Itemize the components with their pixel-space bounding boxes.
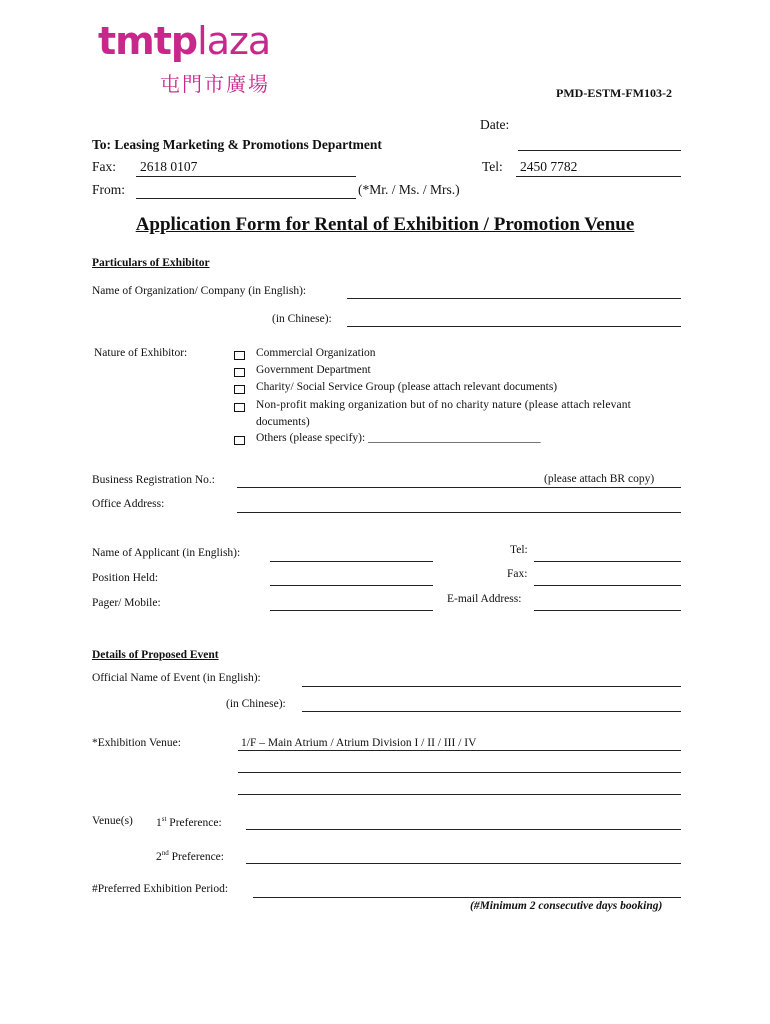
venue-field-2[interactable] xyxy=(238,772,681,773)
tel-line xyxy=(516,176,681,177)
org-name-chinese-label: (in Chinese): xyxy=(272,313,332,325)
office-address-label: Office Address: xyxy=(92,498,165,510)
email-label: E-mail Address: xyxy=(447,593,522,605)
tel-value: 2450 7782 xyxy=(520,159,578,174)
pref2-field[interactable] xyxy=(246,863,681,864)
from-field[interactable] xyxy=(136,198,356,199)
applicant-fax-label: Fax: xyxy=(507,568,528,580)
form-title: Application Form for Rental of Exhibition / Promotion Venue xyxy=(135,214,635,235)
venue-label: *Exhibition Venue: xyxy=(92,737,181,749)
org-name-english-field[interactable] xyxy=(347,298,681,299)
logo xyxy=(98,20,270,62)
nature-label: Nature of Exhibitor: xyxy=(94,347,188,359)
pager-label: Pager/ Mobile: xyxy=(92,597,161,609)
br-field[interactable] xyxy=(237,487,681,488)
particulars-heading: Particulars of Exhibitor xyxy=(92,257,210,269)
period-label: #Preferred Exhibition Period: xyxy=(92,883,229,895)
official-name-chinese-field[interactable] xyxy=(302,711,681,712)
checkbox-nonprofit[interactable] xyxy=(234,403,245,412)
logo-text-light: laza xyxy=(197,19,271,63)
applicant-tel-label: Tel: xyxy=(510,544,528,556)
option-commercial: Commercial Organization xyxy=(256,347,376,359)
option-nonprofit-cont: documents) xyxy=(256,416,310,428)
fax-value: 2618 0107 xyxy=(140,159,198,174)
period-note: (#Minimum 2 consecutive days booking) xyxy=(470,900,663,912)
pref1-field[interactable] xyxy=(246,829,681,830)
logo-chinese: 屯門市廣場 xyxy=(160,72,270,96)
venues-label: Venue(s) xyxy=(92,815,133,827)
tel-label: Tel: xyxy=(482,159,503,174)
email-field[interactable] xyxy=(534,610,681,611)
applicant-tel-field[interactable] xyxy=(534,561,681,562)
applicant-field[interactable] xyxy=(270,561,433,562)
checkbox-others[interactable] xyxy=(234,436,245,445)
official-name-label: Official Name of Event (in English): xyxy=(92,672,261,684)
official-name-chinese-label: (in Chinese): xyxy=(226,698,286,710)
br-note: (please attach BR copy) xyxy=(544,473,655,485)
date-label: Date: xyxy=(480,117,510,132)
pref1-label: 1st Preference: xyxy=(156,815,222,829)
org-name-chinese-field[interactable] xyxy=(347,326,681,327)
option-government: Government Department xyxy=(256,364,371,376)
pref2-label: 2nd Preference: xyxy=(156,849,224,863)
event-heading: Details of Proposed Event xyxy=(92,649,219,661)
br-label: Business Registration No.: xyxy=(92,474,215,486)
salutation: (*Mr. / Ms. / Mrs.) xyxy=(358,182,460,197)
venue-value: 1/F – Main Atrium / Atrium Division I / II / III / IV xyxy=(241,737,477,749)
form-code: PMD-ESTM-FM103-2 xyxy=(556,86,672,100)
period-field[interactable] xyxy=(253,897,681,898)
option-others: Others (please specify): ______________________________ xyxy=(256,432,541,444)
option-nonprofit: Non-profit making organization but of no charity nature (please attach relevant xyxy=(256,399,632,411)
venue-field[interactable] xyxy=(238,750,681,751)
date-field[interactable] xyxy=(518,150,681,151)
position-label: Position Held: xyxy=(92,572,159,584)
logo-text-bold: tmtp xyxy=(98,19,198,63)
office-address-field[interactable] xyxy=(237,512,681,513)
from-label: From: xyxy=(92,182,126,197)
official-name-english-field[interactable] xyxy=(302,686,681,687)
applicant-fax-field[interactable] xyxy=(534,585,681,586)
option-charity: Charity/ Social Service Group (please attach relevant documents) xyxy=(256,381,558,393)
venue-field-3[interactable] xyxy=(238,794,681,795)
org-name-label: Name of Organization/ Company (in English): xyxy=(92,285,307,297)
checkbox-charity[interactable] xyxy=(234,385,245,394)
applicant-label: Name of Applicant (in English): xyxy=(92,547,241,559)
checkbox-commercial[interactable] xyxy=(234,351,245,360)
checkbox-government[interactable] xyxy=(234,368,245,377)
fax-line xyxy=(136,176,356,177)
to-department: To: Leasing Marketing & Promotions Department xyxy=(92,137,382,152)
fax-label: Fax: xyxy=(92,159,117,174)
pager-field[interactable] xyxy=(270,610,433,611)
position-field[interactable] xyxy=(270,585,433,586)
